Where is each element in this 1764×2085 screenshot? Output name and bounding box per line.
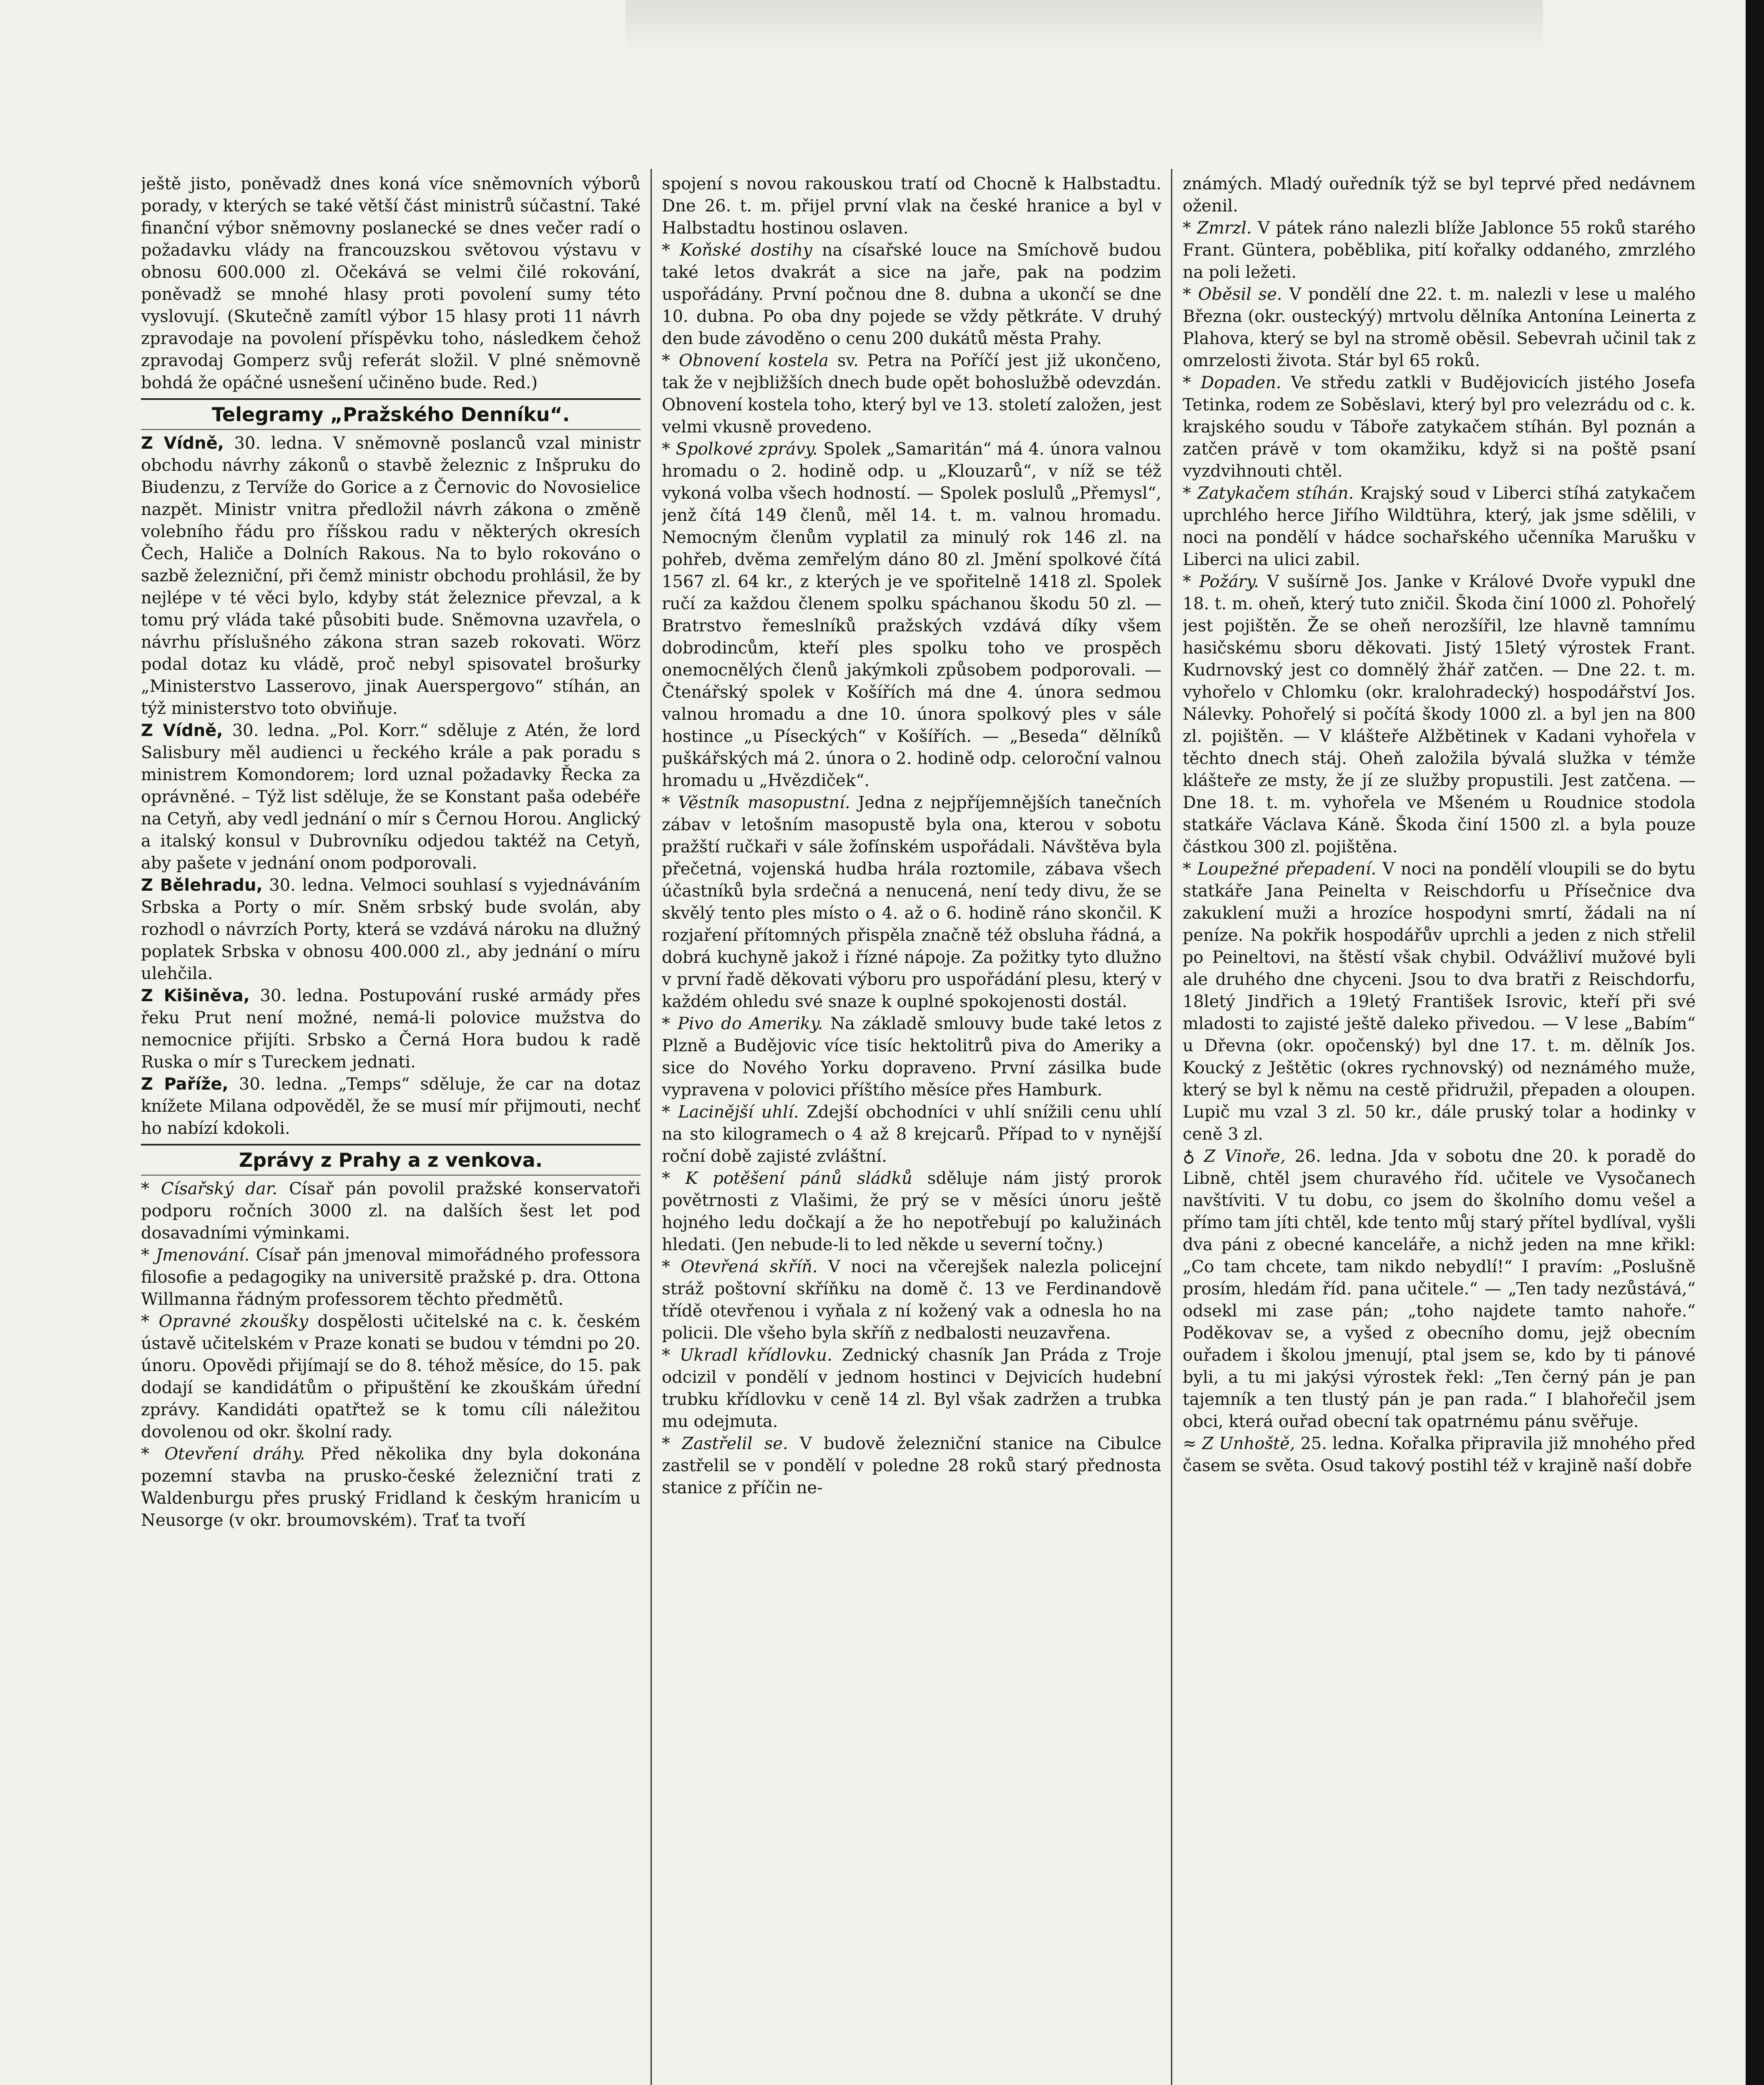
- item-body: dospělosti učitelské na c. k. českém ústavě učitelském v Praze konati se budou v témdni po 20. únoru. Opovědi přijímají se do 8. téhož měsíce, do 15. pak dodají se kandidátům o připuštění ke zkouškám úřední zprávy. Kandidáti opatřtež se k tomu cíli náležitou dovolenou od okr. školní rady.: [141, 1312, 641, 1442]
- item-title: * Požáry.: [1183, 572, 1259, 591]
- item-body: V sušírně Jos. Janke v Králové Dvoře vypukl dne 18. t. m. oheň, který tuto zničil. Škoda činí 1000 zl. Pohořelý jest pojištěn. Že se oheň nerozšířil, lze hlavně tamnímu hasičskému sboru děkovati. Jistý 15letý výrostek Frant. Kudrnovský jest co domnělý žhář zatčen. — Dne 22. t. m. vyhořelo v Chlomku (okr. kralohradecký) hospodářství Jos. Nálevky. Pohořelý si počítá škody 1000 zl. a byl jen na 800 zl. pojištěn. — V klášteře Alžbětinek v Kadani vyhořela v těchto dnech stáj. Oheň založila bývalá služka v témže klášteře ze msty, že jí ze služby propustili. Jest zatčena. — Dne 18. t. m. vyhořela ve Mšeném u Roudnice stodola statkáře Václava Káně. Škoda činí 1500 zl. a byla pouze částkou 300 zl. pojištěna.: [1183, 572, 1696, 857]
- item-body: 30. ledna. Postupování ruské armády přes řeku Prut není možné, nemá-li polovice mužstva do nemocnice přijíti. Srbsko a Černá Hora budou k radě Ruska o mír s Tureckem jednati.: [141, 986, 641, 1072]
- article-continuation: [662, 173, 1161, 239]
- item-title: * Oběsil se.: [1183, 285, 1282, 304]
- news-item: [662, 438, 1161, 792]
- dateline: Z Vídně,: [141, 721, 223, 740]
- news-item: [141, 1073, 641, 1140]
- scan-shadow: [626, 0, 1543, 54]
- item-title: * Zatykačem stíhán.: [1183, 484, 1354, 503]
- item-title: * Zmrzl.: [1183, 219, 1252, 238]
- section-heading: Zprávy z Prahy a z venkova.: [141, 1144, 641, 1176]
- column-rule-right: [1171, 169, 1172, 2085]
- news-item: [1183, 482, 1696, 571]
- item-title: * Věstník masopustní.: [662, 793, 850, 812]
- news-item: [1183, 217, 1696, 284]
- news-item: [141, 1311, 641, 1443]
- item-title: * Ukradl křídlovku.: [662, 1346, 832, 1365]
- dateline: Z Kišiněva,: [141, 986, 250, 1005]
- item-title: ≈ Z Unhoště,: [1183, 1434, 1295, 1453]
- news-item: [141, 720, 641, 874]
- news-item: [1183, 284, 1696, 372]
- item-title: * Loupežné přepadení.: [1183, 859, 1377, 879]
- item-title: ♁ Z Vinoře,: [1183, 1147, 1286, 1166]
- news-item: [141, 1178, 641, 1244]
- news-item: [141, 1244, 641, 1311]
- news-item: [141, 432, 641, 720]
- column-rule-left: [651, 169, 652, 2085]
- news-item: [662, 792, 1161, 1013]
- item-body: Krajský soud v Liberci stíhá zatykačem uprchlého herce Jiřího Wildtühra, který, jak jsme sdělili, v noci na pondělí v hádce sochařského učenníka Marušku v Liberci na ulici zabil.: [1183, 484, 1696, 569]
- item-title: * Otevření dráhy.: [141, 1444, 305, 1464]
- news-item: [1183, 858, 1696, 1145]
- column-2: [662, 173, 1161, 2085]
- item-title: * Zastřelil se.: [662, 1434, 788, 1453]
- item-body: Zednický chasník Jan Práda z Troje odcizil v pondělí v jednom hostinci v Dejvicích hudební trubku křídlovku v ceně 14 zl. Byl však zadržen a trubka mu odejmuta.: [662, 1346, 1161, 1431]
- item-body: V pátek ráno nalezli blíže Jablonce 55 roků starého Frant. Güntera, poběblika, pití kořalky oddaného, zmrzlého na poli ležeti.: [1183, 219, 1696, 282]
- item-body: 30. ledna. Velmoci souhlasí s vyjednáváním Srbska a Porty o mír. Sněm srbský bude svolán, aby rozhodl o návrzích Porty, která se vzdává nároku na dlužný poplatek Srbska v obnosu 400.000 zl., aby jednání o míru ulehčila.: [141, 876, 641, 983]
- dateline: Z Vídně,: [141, 434, 224, 453]
- news-item: [141, 874, 641, 985]
- item-body: V noci na pondělí vloupili se do bytu statkáře Jana Peinelta v Reischdorfu u Přísečnice dva zakuklení muži a hrozíce hospodyni smrtí, žádali na ní peníze. Na pokřik hospodářův uprchli a jeden z nich střelil po Peineltovi, na štěstí však chybil. Odvážliví mužové byli ale druhého dne chyceni. Jsou to dva bratři z Reischdorfu, 18letý Jindřich a 19letý František Isrovic, kteří při své mladosti to zajisté ještě daleko přivedou. — V lese „Babím“ u Dřevna (okr. opočenský) byl dne 17. t. m. dělník Jos. Koucký z Ještětic (okres rychnovský) od neznámého muže, který se byl k němu na cestě přidružil, přepaden a oloupen. Lupič mu vzal 3 zl. 50 kr., dále pruský tolar a hodinky v ceně 3 zl.: [1183, 859, 1696, 1144]
- item-body: V pondělí dne 22. t. m. nalezli v lese u malého Března (okr. ousteckýý) mrtvolu dělníka Antonína Leinerta z Plahova, který se byl na stromě oběsil. Sebevrah učinil tak z omrzelosti života. Stár byl 65 roků.: [1183, 285, 1696, 370]
- item-body: Ve středu zatkli v Budějovicích jistého Josefa Tetinka, rodem ze Soběslavi, který byl pro velezrádu od c. k. krajského soudu v Táboře zatykačem stíhán. Byl poznán a zatčen právě v tom okamžiku, když si na poště psaní vyzdvihnouti chtěl.: [1183, 373, 1696, 481]
- item-body: Císař pán jmenoval mimořádného professora filosofie a pedagogiky na universitě pražské p. dra. Ottona Willmanna řádným professorem těchto předmětů.: [141, 1246, 641, 1309]
- item-body: V noci na včerejšek nalezla policejní stráž poštovní skříňku na domě č. 13 ve Ferdinandově třídě otevřenou i vyňala z ní kožený vak a odnesla ho na policii. Dle všeho byla skříň z nedbalosti neuzavřena.: [662, 1257, 1161, 1343]
- article-continuation: [141, 173, 641, 394]
- item-title: * Obnovení kostela: [662, 351, 829, 370]
- item-title: * Otevřená skříň.: [662, 1257, 818, 1276]
- item-body: ještě jisto, poněvadž dnes koná více sněmovních výborů porady, v kterých se také větší část ministrů súčastní. Také finanční výbor sněmovny poslanecké se dnes večer radí o požadavku vlády na francouzskou světovou výstavu v obnosu 600.000 zl. Očekává se velmi čilé rokování, poněvadž se mnohé hlasy proti povolení sumy této vyslovují. (Skutečně zamítl výbor 15 hlasy proti 11 návrh zpravodaje na povolení příspěvku toho, následkem čehož zpravodaj Gomperz svůj referát složil. V plné sněmovně bohdá že opáčné usnešení učiněno bude. Red.): [141, 174, 641, 392]
- item-title: * Opravné zkoušky: [141, 1312, 308, 1331]
- news-item: [1183, 1433, 1696, 1477]
- news-item: [1183, 1145, 1696, 1433]
- item-body: Císař pán povolil pražské konservatoři podporu ročních 3000 zl. na dalších šest let pod dosavadními výminkami.: [141, 1179, 641, 1243]
- news-item: [662, 1013, 1161, 1101]
- dateline: Z Bělehradu,: [141, 876, 263, 895]
- news-item: [141, 1443, 641, 1532]
- item-title: * Lacinější uhlí.: [662, 1103, 799, 1122]
- news-item: [1183, 372, 1696, 482]
- item-body: 30. ledna. V sněmovně poslanců vzal ministr obchodu návrhy zákonů o stavbě železnic z Inšpruku do Biudenzu, z Tervíže do Gorice a z Černovic do Novosielice nazpět. Ministr vnitra předložil návrh zákona o změně volebního řádu pro říšskou radu v některých okresích Čech, Haliče a Dolních Rakous. Na to bylo rokováno o sazbě železniční, při čemž ministr obchodu prohlásil, že by nejlépe v té věci bylo, kdyby stát železnice převzal, a k tomu prý vláda také působiti bude. Sněmovna uzavřela, o návrhu příslušného zákona stran sazeb rokovati. Wörz podal dotaz ku vládě, proč nebyl spisovatel brošurky „Ministerstvo Lasserovo, jinak Auerspergovo“ stíhán, an týž ministerstvo toto obviňuje.: [141, 434, 641, 718]
- news-item: [662, 239, 1161, 350]
- item-body: 25. ledna. Kořalka připravila již mnohého před časem se světa. Osud takový postihl též v krajině naší dobře: [1183, 1434, 1696, 1475]
- dateline: Z Paříže,: [141, 1075, 229, 1094]
- item-body: Zdejší obchodníci v uhlí snížili cenu uhlí na sto kilogramech o 4 až 8 krejcarů. Případ to v nynější roční době zajisté zvláštní.: [662, 1103, 1161, 1166]
- news-item: [662, 1168, 1161, 1256]
- news-item: [662, 1344, 1161, 1433]
- item-title: * Jmenování.: [141, 1246, 250, 1265]
- news-item: [662, 1256, 1161, 1344]
- item-body: 26. ledna. Jda v sobotu dne 20. k poradě do Libně, chtěl jsem churavého říd. učitele ve Vysočanech navštíviti. V tu dobu, co jsem do školního domu vešel a přímo tam jíti chtěl, kde tento můj starý přítel bydlíval, vyšli dva páni z obecné kanceláře, a nichž jeden na mne křikl: „Co tam chcete, tam nikdo nebydlí!“ I pravím: „Poslušně prosím, hledám říd. pana učitele.“ — „Ten tady nezůstává,“ odsekl mi zase pán; „toho najdete tamto nahoře.“ Poděkovav se, a vyšed z obecního domu, jejž obecním ouřadem i školou jmenují, ptal jsem se, kdo by ti pánové byli, a tu mi jakýsi výrostek řekl: „Ten černý pán je pan tajemník a ten tlustý pán je pan rada.“ I blahořečil jsem obci, která ouřad obecní tak opatrnému pánu svěřuje.: [1183, 1147, 1696, 1431]
- column-1: [141, 173, 641, 2085]
- news-item: [662, 1433, 1161, 1499]
- item-body: na císařské louce na Smíchově budou také letos dvakrát a sice na jaře, pak na podzim uspořádány. První počnou dne 8. dubna a ukončí se dne 10. dubna. Po oba dny pojede se vždy pětkráte. V druhý den bude závoděno o cenu 200 dukátů města Prahy.: [662, 241, 1161, 348]
- item-body: sděluje nám jistý prorok povětrnosti z Vlašimi, že prý se v měsíci únoru ještě hojného ledu dočkají a že ho nepotřebují po kalužinách hledati. (Jen nebude-li to led někde u severní točny.): [662, 1169, 1161, 1254]
- item-body: V budově železniční stanice na Cibulce zastřelil se v pondělí v poledne 28 roků starý přednosta stanice z příčin ne-: [662, 1434, 1161, 1497]
- item-title: * Koňské dostihy: [662, 241, 812, 260]
- item-body: známých. Mladý ouředník týž se byl teprvé před nedávnem oženil.: [1183, 174, 1696, 216]
- item-title: * Císařský dar.: [141, 1179, 278, 1198]
- item-body: Před několika dny byla dokonána pozemní stavba na prusko-české železniční trati z Waldenburgu přes pruský Fridland k českým hranicím u Neusorge (v okr. broumovském). Trať ta tvoří: [141, 1444, 641, 1530]
- article-continuation: [1183, 173, 1696, 217]
- news-item: [141, 985, 641, 1073]
- scan-edge: [1746, 0, 1764, 2085]
- item-body: Jedna z nejpříjemnějších tanečních zábav v letošním masopustě byla ona, kterou v sobotu pražští ručkaři v sále žofínském uspořádali. Návštěva byla přečetná, vojenská hudba hrála roztomile, zábava všech účastníků byla srdečná a nenucená, není tedy divu, že se skvělý tento ples místo o 4. až o 6. hodině ráno skončil. K rozjaření přítomných přispěla značně též obsluha řádná, a dobrá kuchyně jakož i řízné nápoje. Za požitky tyto dlužno v první řadě děkovati výboru pro uspořádání plesu, který v každém ohledu své snaze k ouplné spokojenosti dostál.: [662, 793, 1161, 1011]
- section-heading: Telegramy „Pražského Denníku“.: [141, 398, 641, 430]
- news-item: [1183, 571, 1696, 858]
- item-title: * Spolkové zprávy.: [662, 440, 818, 459]
- item-body: spojení s novou rakouskou tratí od Chocně k Halbstadtu. Dne 26. t. m. přijel první vlak na české hranice a byl v Halbstadtu hostinou oslaven.: [662, 174, 1161, 238]
- item-body: 30. ledna. „Pol. Korr.“ sděluje z Atén, že lord Salisbury měl audienci u řeckého krále a pak poradu s ministrem Komondorem; lord uznal požadavky Řecka za oprávněné. – Týž list sděluje, že se Konstant paša odebéře na Cetyň, aby vedl jednání o mír s Černou Horou. Anglický a italský konsul v Dubrovníku odjedou taktéž na Cetyň, aby pašete v jednání onom podporovali.: [141, 721, 641, 873]
- news-item: [662, 1101, 1161, 1168]
- item-title: * K potěšení pánů sládků: [662, 1169, 912, 1188]
- item-title: * Dopaden.: [1183, 373, 1282, 392]
- item-body: 30. ledna. „Temps“ sděluje, že car na dotaz knížete Milana odpověděl, že se musí mír přijmouti, nechť ho nabízí kdokoli.: [141, 1075, 641, 1138]
- column-3: [1183, 173, 1696, 2085]
- item-body: Na základě smlouvy bude také letos z Plzně a Budějovic více tisíc hektolitrů piva do Ameriky a sice do Nového Yorku dopraveno. První zásilka bude vypravena v polovici příštího měsíce přes Hamburk.: [662, 1014, 1161, 1100]
- item-body: Spolek „Samaritán“ má 4. února valnou hromadu o 2. hodině odp. u „Klouzarů“, v níž se též vykoná volba všech hodností. — Spolek poslulů „Přemysl“, jenž čítá 149 členů, měl 14. t. m. valnou hromadu. Nemocným členům vyplatil za minulý rok 146 zl. na pohřeb, dvěma zemřelým dáno 80 zl. Jmění spolkové čítá 1567 zl. 64 kr., z kterých je ve spořitelně 1418 zl. Spolek ručí za každou členem spolku spáchanou škodu 50 zl. — Bratrstvo řemeslníků pražských vzdává díky všem dobrodincům, kteří ples spolku toho ve prospěch onemocnělých členů jakýmkoli způsobem podporovali. — Čtenářský spolek v Košířích má dne 4. února sedmou valnou hromadu a dne 10. února spolkový ples v sále hostince „u Píseckých“ v Košířích. — „Beseda“ dělníků puškářských má 2. února o 2. hodině odp. celoroční valnou hromadu u „Hvězdiček“.: [662, 440, 1161, 790]
- item-body: sv. Petra na Poříčí jest již ukončeno, tak že v nejbližších dnech bude opět bohoslužbě odevzdán. Obnovení kostela toho, který byl ve 13. století založen, jest velmi vkusně provedeno.: [662, 351, 1161, 437]
- item-title: * Pivo do Ameriky.: [662, 1014, 823, 1033]
- news-item: [662, 350, 1161, 438]
